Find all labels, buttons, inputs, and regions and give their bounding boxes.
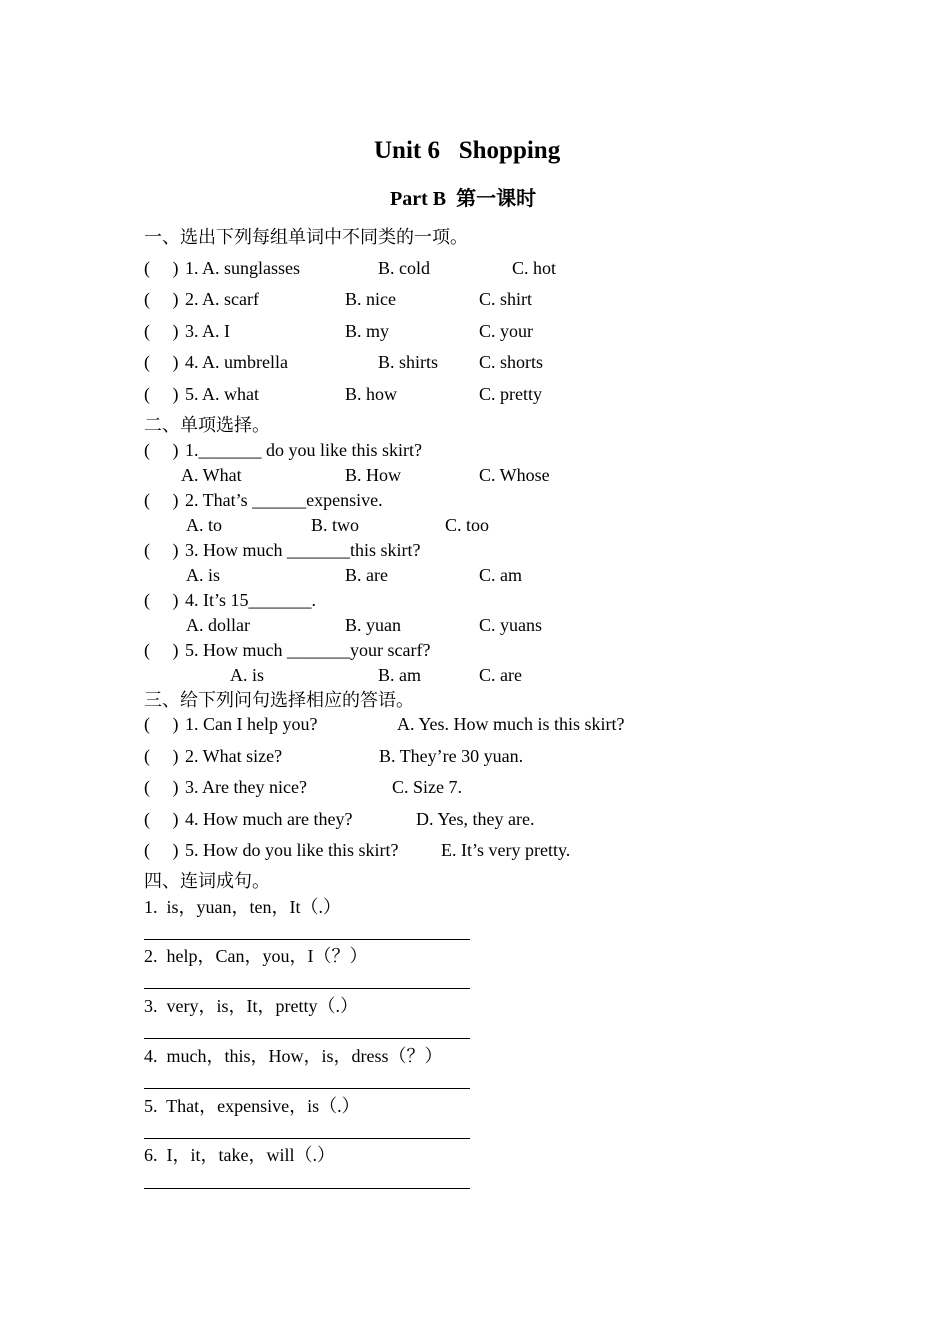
question-text: 2. What size? (185, 746, 283, 766)
section-heading: 二、单项选择。 (144, 415, 270, 435)
question-stem: 1. A. sunglasses (185, 258, 301, 278)
answer-option: C. Size 7. (392, 777, 462, 797)
question-stem: 3. How much _______this skirt? (185, 540, 421, 560)
option-c: C. Whose (479, 465, 550, 485)
option-c: C. shorts (479, 352, 544, 372)
sentence-words: 3. very，is，It，pretty（.） (144, 996, 358, 1016)
answer-option: E. It’s very pretty. (441, 840, 571, 860)
question-text: 5. How do you like this skirt? (185, 840, 399, 860)
answer-blank[interactable]: ( ) (144, 258, 179, 278)
sentence-words: 6. I，it，take，will（.） (144, 1145, 335, 1165)
option-c: C. too (445, 515, 490, 535)
option-b: B. nice (345, 289, 396, 309)
question-text: 1. Can I help you? (185, 714, 318, 734)
answer-blank[interactable]: ( ) (144, 840, 179, 860)
answer-blank[interactable]: ( ) (144, 746, 179, 766)
answer-blank[interactable]: ( ) (144, 590, 179, 610)
question-stem: 1._______ do you like this skirt? (185, 440, 422, 460)
page-title: Unit 6 Shopping (374, 137, 561, 164)
question-stem: 3. A. I (185, 321, 230, 341)
option-c: C. am (479, 565, 522, 585)
question-stem: 5. A. what (185, 384, 259, 404)
option-b: B. shirts (378, 352, 439, 372)
option-c: C. are (479, 665, 522, 685)
answer-line[interactable] (144, 1188, 470, 1189)
question-text: 3. Are they nice? (185, 777, 307, 797)
option-a: A. is (230, 665, 265, 685)
option-b: B. my (345, 321, 390, 341)
answer-blank[interactable]: ( ) (144, 490, 179, 510)
option-b: B. How (345, 465, 402, 485)
answer-option: D. Yes, they are. (416, 809, 535, 829)
question-stem: 5. How much _______your scarf? (185, 640, 431, 660)
answer-blank[interactable]: ( ) (144, 714, 179, 734)
option-c: C. pretty (479, 384, 542, 404)
option-b: B. cold (378, 258, 430, 278)
option-a: A. to (186, 515, 222, 535)
question-stem: 4. It’s 15_______. (185, 590, 317, 610)
sentence-words: 2. help，Can，you，I（？） (144, 946, 368, 966)
answer-blank[interactable]: ( ) (144, 384, 179, 404)
sentence-words: 1. is，yuan，ten，It（.） (144, 897, 341, 917)
option-c: C. your (479, 321, 533, 341)
section-heading: 四、连词成句。 (144, 871, 270, 891)
option-a: A. dollar (186, 615, 250, 635)
question-stem: 2. That’s ______expensive. (185, 490, 383, 510)
answer-option: A. Yes. How much is this skirt? (397, 714, 625, 734)
page-subtitle: Part B 第一课时 (390, 188, 537, 210)
answer-blank[interactable]: ( ) (144, 640, 179, 660)
answer-line[interactable] (144, 988, 470, 989)
question-stem: 2. A. scarf (185, 289, 259, 309)
option-b: B. are (345, 565, 388, 585)
answer-blank[interactable]: ( ) (144, 540, 179, 560)
section-heading: 三、给下列问句选择相应的答语。 (144, 690, 414, 710)
option-a: A. is (186, 565, 221, 585)
sentence-words: 4. much，this，How，is，dress（？） (144, 1046, 443, 1066)
answer-blank[interactable]: ( ) (144, 352, 179, 372)
option-c: C. yuans (479, 615, 542, 635)
answer-option: B. They’re 30 yuan. (379, 746, 524, 766)
option-a: A. What (181, 465, 242, 485)
answer-blank[interactable]: ( ) (144, 321, 179, 341)
answer-line[interactable] (144, 939, 470, 940)
option-b: B. two (311, 515, 360, 535)
option-b: B. yuan (345, 615, 401, 635)
option-b: B. am (378, 665, 421, 685)
option-c: C. shirt (479, 289, 533, 309)
question-text: 4. How much are they? (185, 809, 353, 829)
option-c: C. hot (512, 258, 557, 278)
answer-line[interactable] (144, 1138, 470, 1139)
answer-line[interactable] (144, 1038, 470, 1039)
option-b: B. how (345, 384, 398, 404)
answer-line[interactable] (144, 1088, 470, 1089)
answer-blank[interactable]: ( ) (144, 440, 179, 460)
question-stem: 4. A. umbrella (185, 352, 288, 372)
section-heading: 一、选出下列每组单词中不同类的一项。 (144, 227, 468, 247)
answer-blank[interactable]: ( ) (144, 809, 179, 829)
answer-blank[interactable]: ( ) (144, 289, 179, 309)
answer-blank[interactable]: ( ) (144, 777, 179, 797)
sentence-words: 5. That，expensive，is（.） (144, 1096, 360, 1116)
